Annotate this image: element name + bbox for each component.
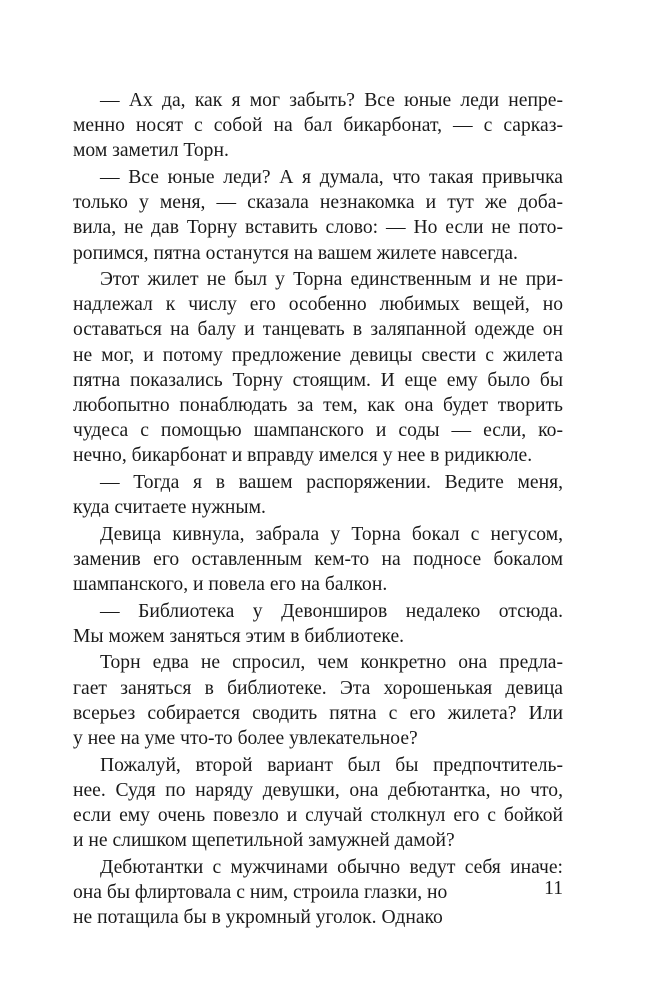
text-line: мом заметил Торн. [73, 140, 229, 162]
page-number: 11 [544, 878, 563, 899]
text-line: Мы можем заняться этим в библиотеке. [73, 625, 405, 647]
body-text [73, 88, 563, 930]
text-line: и не слишком щепетильной замужней дамой? [73, 830, 455, 852]
text-line: Девица кивнула, забрала у Торна бокал с негусом, [100, 523, 563, 545]
text-line: ропимся, пятна останутся на вашем жилете навсегда. [73, 242, 518, 264]
text-line: надлежал к числу его особенно любимых вещей, но [73, 294, 563, 316]
text-line: нее. Судя по наряду девушки, она дебютантка, но что, [73, 779, 563, 801]
text-line: — Ах да, как я мог забыть? Все юные леди непре- [100, 90, 563, 111]
text-line: она бы флиртовала с ним, строила глазки, но [73, 881, 448, 903]
text-line: оставаться на балу и танцевать в заляпанной одежде он [73, 319, 563, 341]
text-line: только у меня, — сказала незнакомка и тут же доба- [73, 192, 563, 214]
text-line: — Библиотека у Девонширов недалеко отсюда. [100, 600, 563, 622]
text-line: — Все юные леди? А я думала, что такая привычка [100, 166, 563, 188]
text-line: если ему очень повезло и случай столкнул его с бойкой [73, 804, 563, 826]
text-line: не потащила бы в укромный уголок. Однако [73, 907, 443, 929]
text-line: Дебютантки с мужчинами обычно ведут себя иначе: [100, 856, 563, 878]
text-line: Торн едва не спросил, чем конкретно она предла- [100, 652, 563, 674]
text-line: всерьез собирается сводить пятна с его жилета? Или [73, 702, 563, 724]
text-line: нечно, бикарбонат и вправду имелся у нее в ридикюле. [73, 445, 533, 467]
text-line: Этот жилет не был у Торна единственным и не при- [100, 269, 563, 291]
text-line: заменив его оставленным кем-то на подносе бокалом [73, 548, 563, 570]
text-line: любопытно понаблюдать за тем, как она будет творить [73, 395, 563, 417]
text-line: чудеса с помощью шампанского и соды — если, ко- [73, 420, 563, 442]
text-line: Пожалуй, второй вариант был бы предпочтитель- [100, 754, 563, 776]
text-line: не мог, и потому предложение девицы свести с жилета [73, 344, 563, 366]
text-line: вила, не дав Торну вставить слово: — Но если не пото- [73, 217, 563, 239]
text-line: менно носят с собой на бал бикарбонат, — с сарказ- [73, 115, 563, 137]
text-line: гает заняться в библиотеке. Эта хорошенькая девица [73, 677, 563, 699]
text-line: куда считаете нужным. [73, 497, 266, 519]
text-line: у нее на уме что-то более увлекательное? [73, 728, 418, 750]
text-line: — Тогда я в вашем распоряжении. Ведите меня, [100, 471, 563, 493]
text-line: шампанского, и повела его на балкон. [73, 574, 388, 596]
text-line: пятна показались Торну стоящим. И еще ему было бы [73, 369, 563, 391]
